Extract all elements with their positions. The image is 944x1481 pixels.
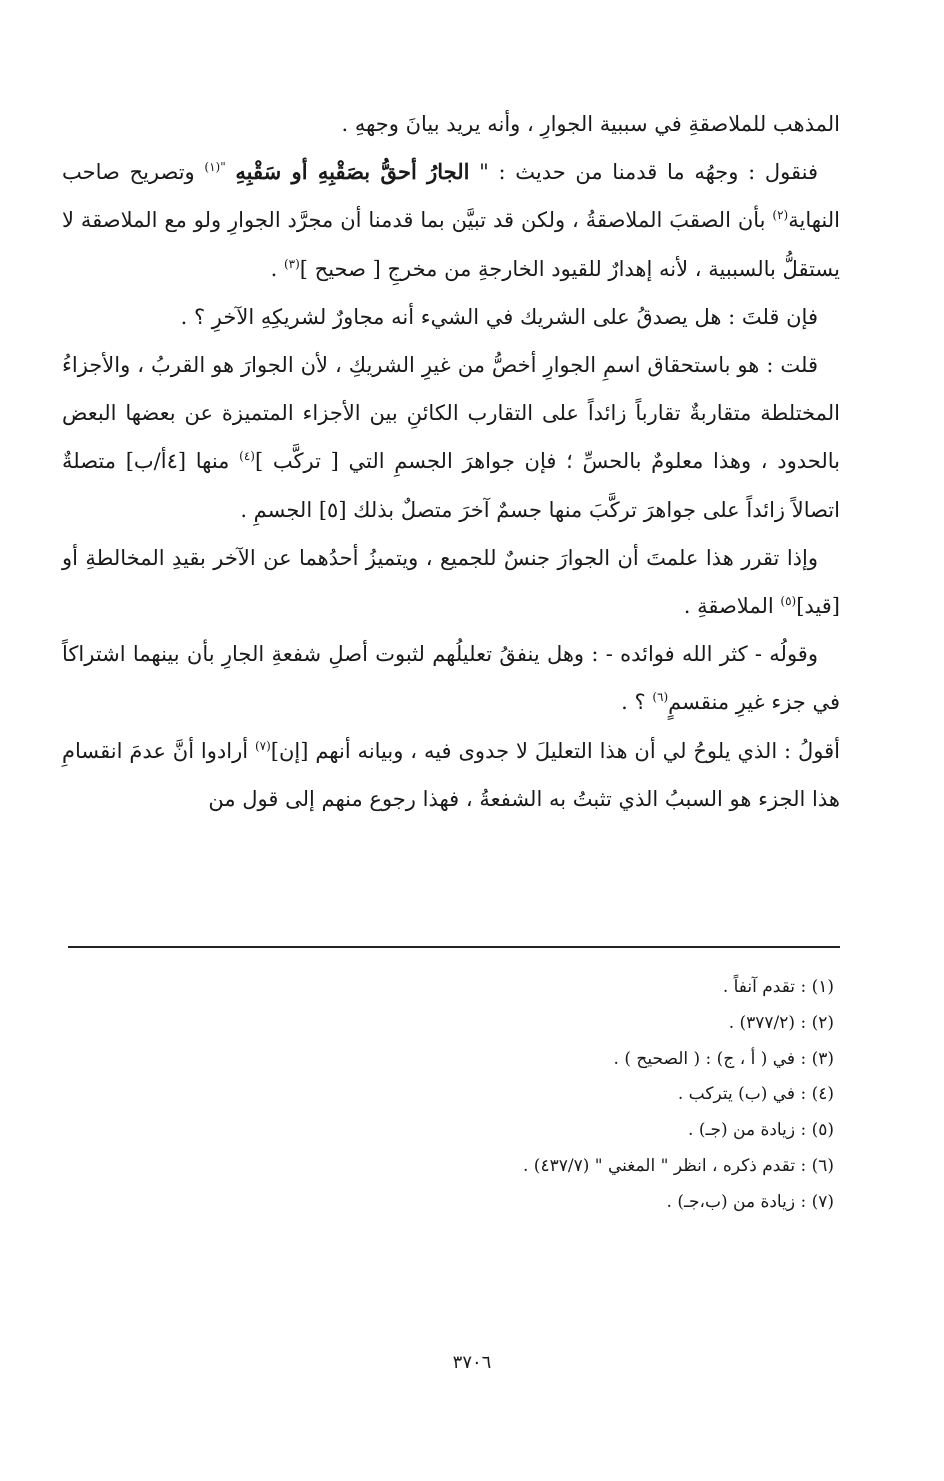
- paragraph-4: [62, 341, 840, 534]
- paragraph-1-text: المذهب للملاصقةِ في سببية الجوارِ ، وأنه يريد بيانَ وجههِ .: [341, 112, 840, 136]
- footnote-ref-1: "(١): [204, 160, 226, 175]
- hadith-quote: الجارُ أحقُّ بصَقْبِهِ أو سَقْبِهِ: [235, 159, 470, 185]
- footnote-ref-5: (٥): [780, 594, 797, 609]
- footnote-6: (٦) : تقدم ذكره ، انظر " المغني " (٤٣٧/٧) .: [523, 1155, 834, 1176]
- footnote-ref-4: (٤): [239, 449, 255, 464]
- footnote-1: (١) : تقدم آنفاً .: [722, 977, 834, 997]
- paragraph-2-text: فنقول : وجهُه ما قدمنا من حديث : ": [479, 160, 818, 185]
- paragraph-5-text-cont: الملاصقةِ .: [683, 594, 781, 619]
- paragraph-2: [62, 148, 840, 293]
- paragraph-6-text-cont: ؟ .: [621, 690, 653, 715]
- paragraph-7-text-cont: أرادوا أنَّ عدمَ انقسامِ هذا الجزء هو السببُ الذي تثبتُ به الشفعةُ ، فهذا رجوع منهم إلى قول من: [62, 738, 840, 811]
- footnote-ref-7: (٧): [254, 738, 271, 753]
- paragraph-5: [62, 534, 840, 630]
- paragraph-2-end: .: [270, 256, 284, 281]
- footnote-2: (٢) : (٣٧٧/٢) .: [728, 1012, 834, 1033]
- footnote-3: (٣) : في ( أ ، ج) : ( الصحيح ) .: [613, 1048, 834, 1069]
- footnote-7: (٧) : زيادة من (ب،جـ) .: [666, 1191, 834, 1212]
- paragraph-4-text: قلت : هو باستحقاق اسمِ الجوارِ أخصُّ من غيرِ الشريكِ ، لأن الجوارَ هو القربُ ، والأجزاءُ المختلطة متقاربةٌ تقارباً زائداً على التقارب الكائنِ بين الأجزاء المتميزة عن بعضها البعض بالحدود ، وهذا معلومٌ بالحسِّ ؛ فإن جواهرَ الجسمِ التي [ تركَّب ]: [62, 353, 840, 474]
- footnote-5: (٥) : زيادة من (جـ) .: [688, 1120, 834, 1141]
- main-text: [62, 100, 840, 823]
- footnote-ref-6: (٦): [652, 690, 669, 705]
- paragraph-4-text-cont: منها [٤أ/ب] متصلةٌ اتصالاً زائداً على جواهرَ تركَّبَ منها جسمٌ آخرَ متصلٌ بذلك [٥] الجسمِ .: [62, 449, 840, 522]
- page-number: ٣٧٠٦: [452, 1352, 492, 1373]
- paragraph-2-text-rest: بأن الصقبَ الملاصقةُ ، ولكن قد تبيَّن بما قدمنا أن مجرَّد الجوارِ ولو مع الملاصقة لا يستقلُّ بالسببية ، لأنه إهدارٌ للقيود الخارجةِ من مخرجِ [ صحيح ]: [62, 208, 840, 281]
- footnote-divider: [68, 946, 840, 948]
- paragraph-6: [62, 630, 840, 726]
- footnote-4: (٤) : في (ب) يتركب .: [677, 1084, 834, 1105]
- paragraph-7: [62, 727, 840, 823]
- paragraph-6-text: وقولُه - كثر الله فوائده - : وهل ينفقُ تعليلُهم لثبوت أصلِ شفعةِ الجارِ بأن بينهما اشتراكاً في جزء غيرِ منقسمٍ: [62, 642, 840, 715]
- paragraph-3: [62, 293, 840, 341]
- paragraph-3-text: فإن قلتَ : هل يصدقُ على الشريك في الشيء أنه مجاورٌ لشريكِهِ الآخرِ ؟ .: [180, 304, 818, 329]
- paragraph-1: [62, 100, 840, 148]
- footnote-ref-3: (٣): [283, 256, 300, 271]
- footnote-ref-2: (٢): [772, 208, 789, 223]
- paragraph-5-text: وإذا تقرر هذا علمتَ أن الجوارَ جنسٌ للجميع ، ويتميزُ أحدُهما عن الآخر بقيدِ المخالطةِ أو [قيد]: [62, 545, 840, 619]
- paragraph-7-text: أقولُ : الذي يلوحُ لي أن هذا التعليلَ لا جدوى فيه ، وبيانه أنهم [إن]: [270, 738, 840, 763]
- footnotes: [62, 970, 834, 1221]
- paragraph-2-text-cont: وتصريح صاحب النهاية: [62, 160, 840, 233]
